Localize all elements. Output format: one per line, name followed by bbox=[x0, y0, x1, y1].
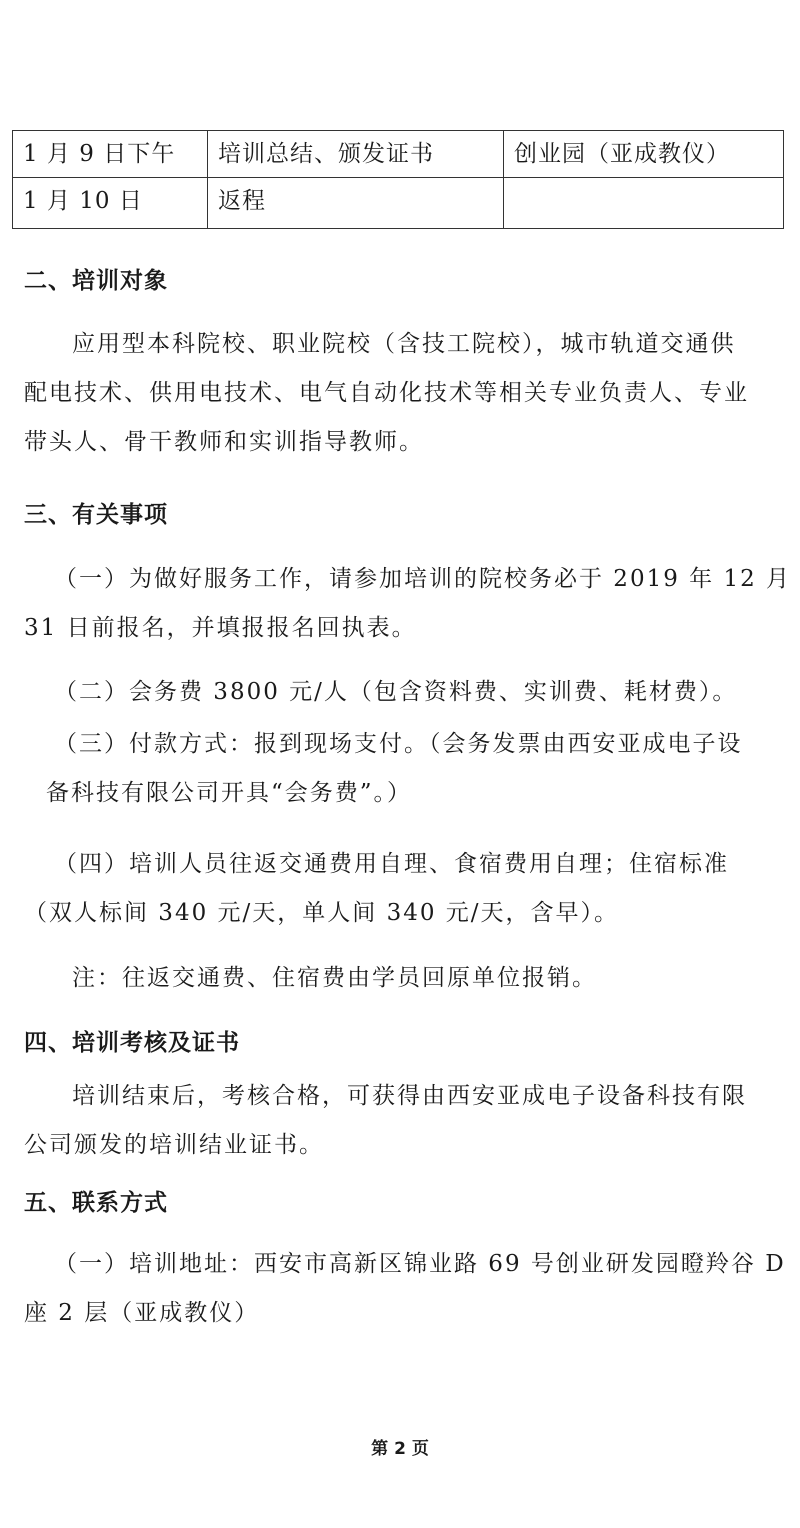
matters-note bbox=[24, 954, 764, 1003]
paragraph-line: （二）会务费 3800 元/人（包含资料费、实训费、耗材费）。 bbox=[54, 679, 738, 705]
section-heading-matters: 三、有关事项 bbox=[24, 502, 168, 528]
paragraph-line: 31 日前报名，并填报报名回执表。 bbox=[24, 615, 417, 641]
paragraph-line: 注：往返交通费、住宿费由学员回原单位报销。 bbox=[72, 965, 597, 991]
paragraph-line: 座 2 层（亚成教仪） bbox=[24, 1300, 260, 1326]
schedule-table bbox=[12, 130, 784, 229]
paragraph-line: （四）培训人员往返交通费用自理、食宿费用自理；住宿标准 bbox=[54, 851, 729, 877]
paragraph-line: （一）培训地址：西安市高新区锦业路 69 号创业研发园瞪羚谷 D bbox=[54, 1251, 786, 1277]
schedule-place-cell bbox=[504, 178, 784, 229]
schedule-place-cell: 创业园（亚成教仪） bbox=[504, 131, 784, 178]
matters-item-4 bbox=[24, 840, 764, 938]
table-row bbox=[13, 131, 784, 178]
page-number: 第 2 页 bbox=[371, 1439, 429, 1459]
paragraph-line: 备科技有限公司开具“会务费”。） bbox=[46, 780, 413, 806]
paragraph-line: （一）为做好服务工作，请参加培训的院校务必于 2019 年 12 月 bbox=[54, 566, 792, 592]
paragraph-line: 配电技术、供用电技术、电气自动化技术等相关专业负责人、专业 bbox=[24, 380, 749, 406]
paragraph-line: 培训结束后，考核合格，可获得由西安亚成电子设备科技有限 bbox=[72, 1083, 747, 1109]
paragraph-line: （三）付款方式：报到现场支付。（会务发票由西安亚成电子设 bbox=[54, 731, 743, 757]
paragraph-line: 应用型本科院校、职业院校（含技工院校），城市轨道交通供 bbox=[72, 331, 736, 357]
trainees-paragraph bbox=[24, 320, 764, 467]
certificate-paragraph bbox=[24, 1072, 764, 1170]
paragraph-line: 公司颁发的培训结业证书。 bbox=[24, 1132, 324, 1158]
paragraph-line: 带头人、骨干教师和实训指导教师。 bbox=[24, 429, 424, 455]
section-heading-certificate: 四、培训考核及证书 bbox=[24, 1030, 240, 1056]
contact-item-1 bbox=[24, 1240, 786, 1338]
schedule-content-cell: 返程 bbox=[208, 178, 504, 229]
schedule-time-cell: 1 月 9 日下午 bbox=[13, 131, 208, 178]
section-heading-trainees: 二、培训对象 bbox=[24, 268, 168, 294]
paragraph-line: （双人标间 340 元/天，单人间 340 元/天，含早）。 bbox=[24, 900, 620, 926]
schedule-content-cell: 培训总结、颁发证书 bbox=[208, 131, 504, 178]
section-heading-contact: 五、联系方式 bbox=[24, 1190, 168, 1216]
schedule-time-cell: 1 月 10 日 bbox=[13, 178, 208, 229]
matters-item-3 bbox=[24, 720, 764, 818]
matters-item-1 bbox=[24, 555, 792, 653]
table-row bbox=[13, 178, 784, 229]
matters-item-2 bbox=[24, 668, 764, 717]
